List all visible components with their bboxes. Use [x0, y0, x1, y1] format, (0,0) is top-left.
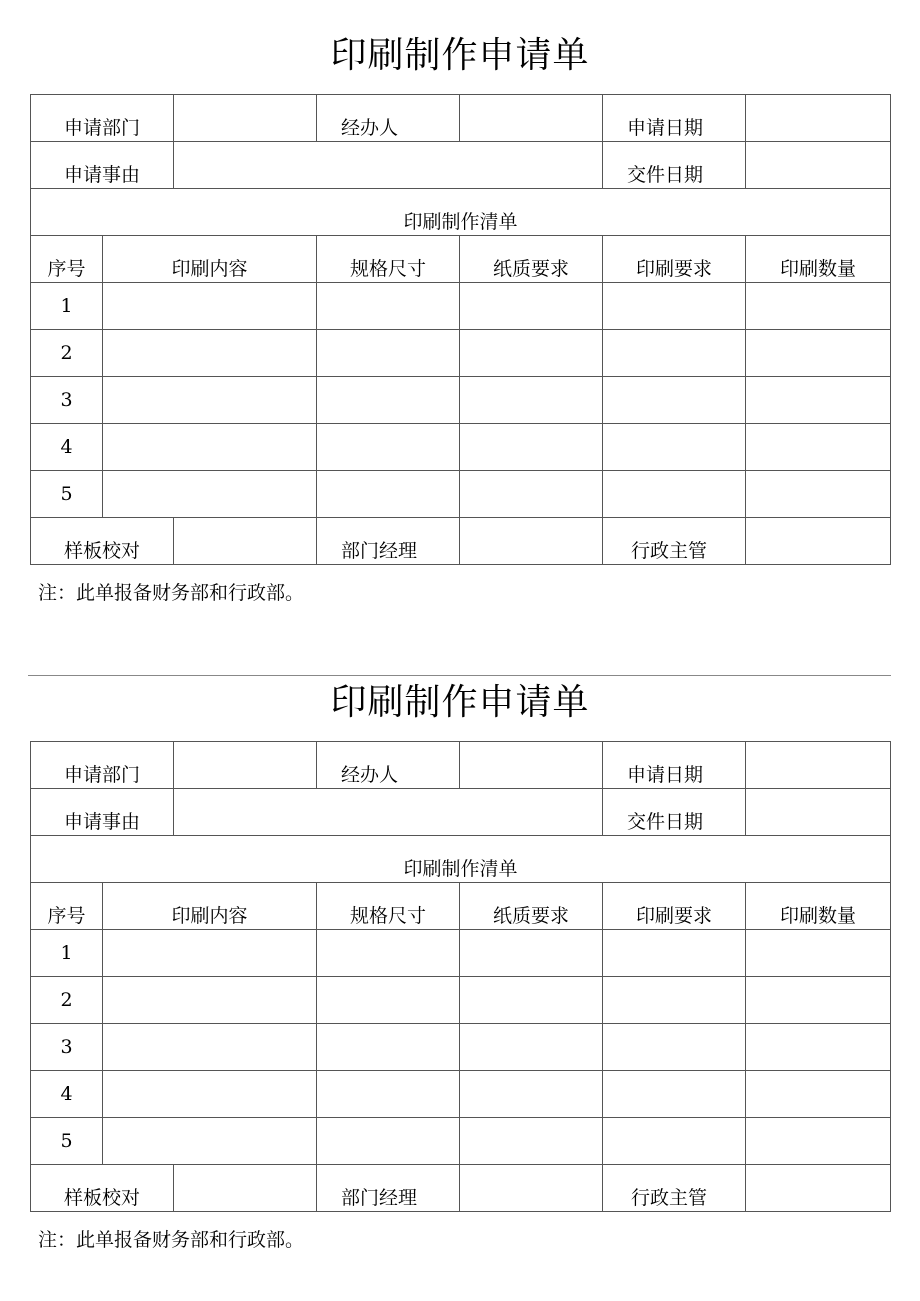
table-row	[31, 424, 891, 471]
col-header-quantity: 印刷数量	[746, 883, 891, 930]
paper-cell[interactable]	[460, 283, 603, 330]
row-number: 3	[31, 377, 103, 424]
info-row-2	[31, 789, 891, 836]
admin-supervisor-field[interactable]	[746, 1165, 891, 1212]
dept-field[interactable]	[174, 742, 317, 789]
row-number: 3	[31, 1024, 103, 1071]
quantity-cell[interactable]	[746, 1118, 891, 1165]
quantity-cell[interactable]	[746, 330, 891, 377]
size-cell[interactable]	[317, 1024, 460, 1071]
print-req-cell[interactable]	[603, 471, 746, 518]
form-title: 印刷制作申请单	[330, 35, 590, 76]
content-cell[interactable]	[103, 283, 317, 330]
dept-label: 申请部门	[31, 95, 174, 142]
list-title-row	[31, 836, 891, 883]
paper-cell[interactable]	[460, 1118, 603, 1165]
admin-supervisor-label: 行政主管	[603, 1165, 746, 1212]
paper-cell[interactable]	[460, 377, 603, 424]
col-header-index: 序号	[31, 883, 103, 930]
size-cell[interactable]	[317, 330, 460, 377]
row-number: 1	[31, 930, 103, 977]
section-divider	[28, 675, 891, 676]
table-row	[31, 471, 891, 518]
quantity-cell[interactable]	[746, 283, 891, 330]
paper-cell[interactable]	[460, 977, 603, 1024]
paper-cell[interactable]	[460, 330, 603, 377]
apply-date-label: 申请日期	[603, 742, 746, 789]
sample-proof-label: 样板校对	[31, 518, 174, 565]
signoff-row	[31, 518, 891, 565]
size-cell[interactable]	[317, 977, 460, 1024]
content-cell[interactable]	[103, 930, 317, 977]
size-cell[interactable]	[317, 1071, 460, 1118]
paper-cell[interactable]	[460, 930, 603, 977]
print-req-cell[interactable]	[603, 977, 746, 1024]
table-row	[31, 283, 891, 330]
apply-date-label: 申请日期	[603, 95, 746, 142]
reason-field[interactable]	[174, 789, 603, 836]
print-req-cell[interactable]	[603, 283, 746, 330]
delivery-date-field[interactable]	[746, 789, 891, 836]
admin-supervisor-label: 行政主管	[603, 518, 746, 565]
row-number: 1	[31, 283, 103, 330]
content-cell[interactable]	[103, 1071, 317, 1118]
quantity-cell[interactable]	[746, 471, 891, 518]
handler-field[interactable]	[460, 95, 603, 142]
col-header-size: 规格尺寸	[317, 883, 460, 930]
form-note: 注：此单报备财务部和行政部。	[38, 582, 305, 604]
content-cell[interactable]	[103, 377, 317, 424]
apply-date-field[interactable]	[746, 742, 891, 789]
print-req-cell[interactable]	[603, 1071, 746, 1118]
size-cell[interactable]	[317, 1118, 460, 1165]
delivery-date-field[interactable]	[746, 142, 891, 189]
print-req-cell[interactable]	[603, 424, 746, 471]
col-header-print-req: 印刷要求	[603, 236, 746, 283]
content-cell[interactable]	[103, 977, 317, 1024]
handler-label: 经办人	[317, 95, 460, 142]
list-title: 印刷制作清单	[31, 836, 891, 883]
dept-label: 申请部门	[31, 742, 174, 789]
size-cell[interactable]	[317, 424, 460, 471]
quantity-cell[interactable]	[746, 977, 891, 1024]
sample-proof-label: 样板校对	[31, 1165, 174, 1212]
col-header-size: 规格尺寸	[317, 236, 460, 283]
table-row	[31, 330, 891, 377]
list-title-row	[31, 189, 891, 236]
quantity-cell[interactable]	[746, 424, 891, 471]
row-number: 2	[31, 330, 103, 377]
table-row	[31, 1024, 891, 1071]
col-header-quantity: 印刷数量	[746, 236, 891, 283]
paper-cell[interactable]	[460, 1024, 603, 1071]
size-cell[interactable]	[317, 283, 460, 330]
print-req-cell[interactable]	[603, 330, 746, 377]
content-cell[interactable]	[103, 424, 317, 471]
col-header-paper: 纸质要求	[460, 883, 603, 930]
quantity-cell[interactable]	[746, 1071, 891, 1118]
content-cell[interactable]	[103, 1118, 317, 1165]
paper-cell[interactable]	[460, 424, 603, 471]
quantity-cell[interactable]	[746, 377, 891, 424]
table-row	[31, 1118, 891, 1165]
row-number: 4	[31, 1071, 103, 1118]
dept-manager-field[interactable]	[460, 518, 603, 565]
form-note: 注：此单报备财务部和行政部。	[38, 1229, 305, 1251]
table-row	[31, 930, 891, 977]
size-cell[interactable]	[317, 471, 460, 518]
dept-manager-label: 部门经理	[317, 518, 460, 565]
print-req-cell[interactable]	[603, 1024, 746, 1071]
col-header-print-req: 印刷要求	[603, 883, 746, 930]
reason-field[interactable]	[174, 142, 603, 189]
sample-proof-field[interactable]	[174, 518, 317, 565]
content-cell[interactable]	[103, 1024, 317, 1071]
column-header-row	[31, 236, 891, 283]
list-title: 印刷制作清单	[31, 189, 891, 236]
delivery-date-label: 交件日期	[603, 789, 746, 836]
handler-field[interactable]	[460, 742, 603, 789]
table-row	[31, 1071, 891, 1118]
col-header-index: 序号	[31, 236, 103, 283]
delivery-date-label: 交件日期	[603, 142, 746, 189]
handler-label: 经办人	[317, 742, 460, 789]
paper-cell[interactable]	[460, 471, 603, 518]
print-req-cell[interactable]	[603, 377, 746, 424]
admin-supervisor-field[interactable]	[746, 518, 891, 565]
info-row-2	[31, 142, 891, 189]
dept-field[interactable]	[174, 95, 317, 142]
paper-cell[interactable]	[460, 1071, 603, 1118]
quantity-cell[interactable]	[746, 1024, 891, 1071]
col-header-content: 印刷内容	[103, 883, 317, 930]
form-title: 印刷制作申请单	[330, 682, 590, 723]
size-cell[interactable]	[317, 930, 460, 977]
quantity-cell[interactable]	[746, 930, 891, 977]
dept-manager-field[interactable]	[460, 1165, 603, 1212]
reason-label: 申请事由	[31, 789, 174, 836]
dept-manager-label: 部门经理	[317, 1165, 460, 1212]
col-header-paper: 纸质要求	[460, 236, 603, 283]
request-table	[30, 741, 891, 1212]
info-row-1	[31, 742, 891, 789]
print-req-cell[interactable]	[603, 930, 746, 977]
content-cell[interactable]	[103, 330, 317, 377]
signoff-row	[31, 1165, 891, 1212]
row-number: 5	[31, 1118, 103, 1165]
reason-label: 申请事由	[31, 142, 174, 189]
print-req-cell[interactable]	[603, 1118, 746, 1165]
column-header-row	[31, 883, 891, 930]
sample-proof-field[interactable]	[174, 1165, 317, 1212]
content-cell[interactable]	[103, 471, 317, 518]
col-header-content: 印刷内容	[103, 236, 317, 283]
apply-date-field[interactable]	[746, 95, 891, 142]
size-cell[interactable]	[317, 377, 460, 424]
request-table	[30, 94, 891, 565]
info-row-1	[31, 95, 891, 142]
row-number: 4	[31, 424, 103, 471]
row-number: 2	[31, 977, 103, 1024]
table-row	[31, 977, 891, 1024]
table-row	[31, 377, 891, 424]
row-number: 5	[31, 471, 103, 518]
